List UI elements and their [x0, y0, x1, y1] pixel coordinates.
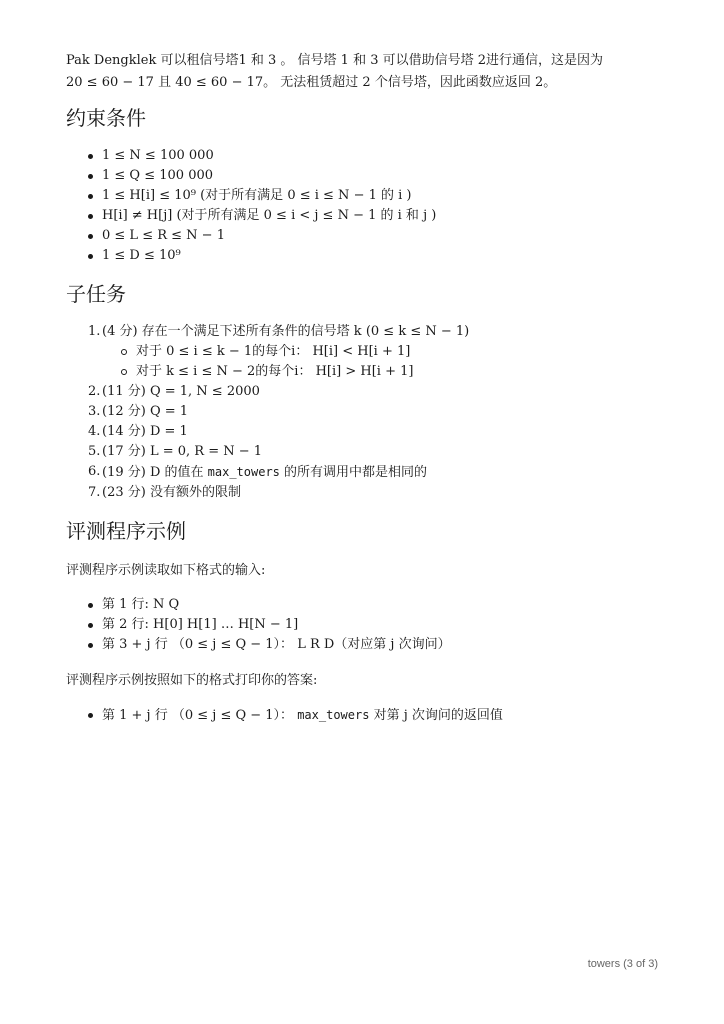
- constraint-item: 1 ≤ Q ≤ 100 000: [66, 166, 666, 186]
- subtask-condition: 对于 k ≤ i ≤ N − 2的每个i： H[i] > H[i + 1]: [102, 362, 666, 382]
- constraint-item: 1 ≤ D ≤ 10⁹: [66, 246, 666, 266]
- intro-line-1: Pak Dengklek 可以租信号塔1 和 3 。 信号塔 1 和 3 可以借助信号塔 2进行通信，这是因为: [66, 53, 604, 68]
- output-text-b: 对第 j 次询问的返回值: [369, 708, 503, 723]
- input-format-item: 第 3 + j 行 （0 ≤ j ≤ Q − 1）： L R D（对应第 j 次询问）: [66, 635, 666, 655]
- constraint-item: H[i] ≠ H[j] (对于所有满足 0 ≤ i < j ≤ N − 1 的 i 和 j ): [66, 206, 666, 226]
- intro-paragraph: [66, 50, 666, 94]
- grader-input-intro: 评测程序示例读取如下格式的输入:: [66, 563, 266, 578]
- subtask-item: [66, 402, 666, 422]
- grader-heading: 评测程序示例: [66, 519, 186, 543]
- intro-line-2: 20 ≤ 60 − 17 且 40 ≤ 60 − 17。 无法租赁超过 2 个信号塔，因此函数应返回 2。: [66, 75, 557, 90]
- subtask-number: 5.: [88, 444, 101, 459]
- constraints-list: [66, 146, 666, 266]
- input-format-item: 第 1 行: N Q: [66, 595, 666, 615]
- subtask-item: [66, 442, 666, 462]
- document-page: [66, 50, 666, 726]
- constraints-heading: 约束条件: [66, 106, 146, 130]
- subtask-text: (23 分) 没有额外的限制: [102, 485, 241, 500]
- subtask-item: [66, 322, 666, 382]
- subtask-condition: 对于 0 ≤ i ≤ k − 1的每个i： H[i] < H[i + 1]: [102, 342, 666, 362]
- subtasks-list: [66, 322, 666, 503]
- constraint-item: 1 ≤ H[i] ≤ 10⁹ (对于所有满足 0 ≤ i ≤ N − 1 的 i ): [66, 186, 666, 206]
- subtask-text: (14 分) D = 1: [102, 424, 188, 439]
- output-text-a: 第 1 + j 行 （0 ≤ j ≤ Q − 1）：: [102, 708, 298, 723]
- subtask-number: 1.: [88, 324, 101, 339]
- subtask-number: 2.: [88, 384, 101, 399]
- subtask-conditions: [102, 342, 666, 382]
- page-footer: towers (3 of 3): [587, 958, 658, 970]
- subtask-text-a: (19 分) D 的值在: [102, 465, 208, 480]
- subtask-item: [66, 422, 666, 442]
- function-name-code: max_towers: [207, 465, 280, 479]
- grader-output-intro: 评测程序示例按照如下的格式打印你的答案:: [66, 673, 318, 688]
- subtask-number: 6.: [88, 464, 101, 479]
- constraint-item: 1 ≤ N ≤ 100 000: [66, 146, 666, 166]
- subtask-number: 7.: [88, 485, 101, 500]
- subtask-text: (11 分) Q = 1, N ≤ 2000: [102, 384, 260, 399]
- subtasks-heading: 子任务: [66, 282, 126, 306]
- subtask-item: [66, 382, 666, 402]
- function-name-code: max_towers: [297, 708, 370, 722]
- subtask-item: [66, 462, 666, 483]
- subtask-text: (12 分) Q = 1: [102, 404, 189, 419]
- grader-output-list: [66, 705, 666, 726]
- constraint-item: 0 ≤ L ≤ R ≤ N − 1: [66, 226, 666, 246]
- subtask-text: (4 分) 存在一个满足下述所有条件的信号塔 k (0 ≤ k ≤ N − 1): [102, 324, 470, 339]
- output-format-item: [66, 705, 666, 726]
- subtask-number: 3.: [88, 404, 101, 419]
- subtask-item: [66, 483, 666, 503]
- subtask-number: 4.: [88, 424, 101, 439]
- subtask-text-b: 的所有调用中都是相同的: [279, 465, 428, 480]
- input-format-item: 第 2 行: H[0] H[1] … H[N − 1]: [66, 615, 666, 635]
- grader-input-list: [66, 595, 666, 655]
- subtask-text: (17 分) L = 0, R = N − 1: [102, 444, 263, 459]
